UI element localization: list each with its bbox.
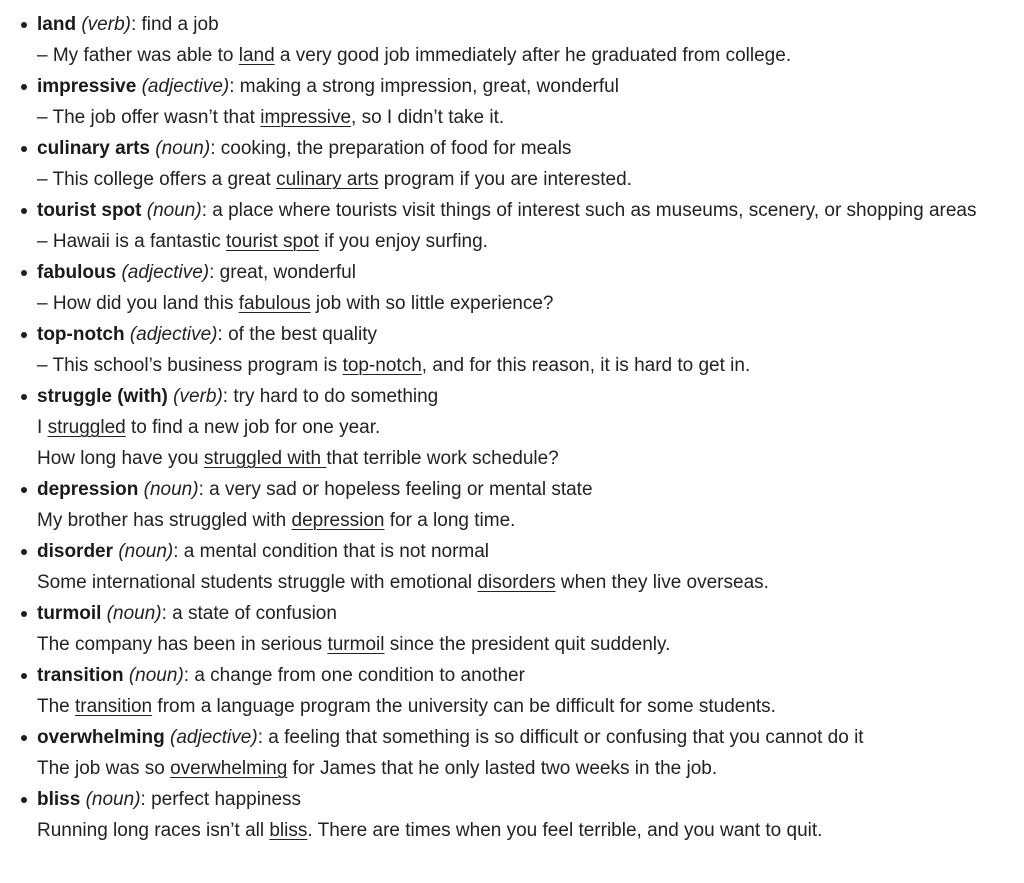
example-text: for a long time. xyxy=(384,510,516,531)
part-of-speech: (noun) xyxy=(155,138,211,159)
example-highlight: disorders xyxy=(477,572,556,593)
vocab-entry xyxy=(0,381,1024,474)
definition: : a state of confusion xyxy=(161,603,337,624)
bullet-icon xyxy=(21,270,27,276)
vocab-term: land xyxy=(37,14,77,35)
bullet-icon xyxy=(21,673,27,679)
part-of-speech: (verb) xyxy=(81,14,131,35)
example-text: . There are times when you feel terrible, and you want to quit. xyxy=(307,820,823,841)
bullet-icon xyxy=(21,394,27,400)
example-text: The company has been in serious xyxy=(37,634,328,655)
example-highlight: tourist spot xyxy=(226,231,319,252)
definition: : try hard to do something xyxy=(222,386,439,407)
example-sentence xyxy=(37,567,1010,598)
example-text: from a language program the university can be difficult for some students. xyxy=(152,696,776,717)
bullet-icon xyxy=(21,797,27,803)
vocab-term: transition xyxy=(37,665,124,686)
bullet-icon xyxy=(21,146,27,152)
example-text: The xyxy=(37,696,76,717)
example-sentence xyxy=(37,350,1010,381)
vocab-entry xyxy=(0,598,1024,660)
example-text: My brother has struggled with xyxy=(37,510,292,531)
vocab-term: impressive xyxy=(37,76,137,97)
vocab-entry xyxy=(0,9,1024,71)
part-of-speech: (noun) xyxy=(143,479,199,500)
example-text: The job was so xyxy=(37,758,171,779)
example-sentence xyxy=(37,288,1010,319)
vocab-term: turmoil xyxy=(37,603,102,624)
vocab-term: struggle (with) xyxy=(37,386,168,407)
bullet-icon xyxy=(21,549,27,555)
example-highlight: depression xyxy=(291,510,385,531)
vocab-entry xyxy=(0,319,1024,381)
example-text: – How did you land this xyxy=(37,293,239,314)
part-of-speech: (noun) xyxy=(106,603,162,624)
example-highlight: bliss xyxy=(269,820,308,841)
example-sentence xyxy=(37,815,1010,846)
example-text: I xyxy=(37,417,48,438)
example-text: to find a new job for one year. xyxy=(125,417,381,438)
definition: : great, wonderful xyxy=(209,262,356,283)
vocab-entry xyxy=(0,474,1024,536)
vocab-term: disorder xyxy=(37,541,114,562)
vocab-entry xyxy=(0,133,1024,195)
part-of-speech: (adjective) xyxy=(129,324,218,345)
vocab-entry xyxy=(0,784,1024,846)
vocab-term: fabulous xyxy=(37,262,117,283)
bullet-icon xyxy=(21,208,27,214)
definition: : a feeling that something is so difficult or confusing that you cannot do it xyxy=(257,727,864,748)
bullet-icon xyxy=(21,84,27,90)
example-text: since the president quit suddenly. xyxy=(384,634,671,655)
example-text: that terrible work schedule? xyxy=(326,448,559,469)
vocab-term: overwhelming xyxy=(37,727,165,748)
example-text: , so I didn’t take it. xyxy=(351,107,505,128)
example-sentence xyxy=(37,629,1010,660)
bullet-icon xyxy=(21,611,27,617)
vocab-term: culinary arts xyxy=(37,138,150,159)
vocab-entry xyxy=(0,660,1024,722)
vocab-term: tourist spot xyxy=(37,200,142,221)
bullet-icon xyxy=(21,735,27,741)
part-of-speech: (adjective) xyxy=(121,262,210,283)
definition: : cooking, the preparation of food for meals xyxy=(210,138,572,159)
example-sentence xyxy=(37,164,1010,195)
part-of-speech: (noun) xyxy=(128,665,184,686)
example-text: Running long races isn’t all xyxy=(37,820,270,841)
example-text: How long have you xyxy=(37,448,204,469)
part-of-speech: (adjective) xyxy=(170,727,258,748)
example-sentence xyxy=(37,412,1010,443)
example-highlight: struggled xyxy=(47,417,126,438)
example-highlight: impressive xyxy=(260,107,352,128)
example-highlight: top-notch xyxy=(342,355,422,376)
definition: : a very sad or hopeless feeling or mental state xyxy=(198,479,593,500)
example-sentence xyxy=(37,226,1010,257)
vocab-term: depression xyxy=(37,479,139,500)
example-text: – The job offer wasn’t that xyxy=(37,107,261,128)
example-text: program if you are interested. xyxy=(378,169,632,190)
example-sentence xyxy=(37,443,1010,474)
example-highlight: fabulous xyxy=(238,293,311,314)
example-text: when they live overseas. xyxy=(555,572,769,593)
example-highlight: turmoil xyxy=(327,634,385,655)
example-text: if you enjoy surfing. xyxy=(318,231,488,252)
part-of-speech: (noun) xyxy=(118,541,174,562)
example-highlight: land xyxy=(238,45,275,66)
example-sentence xyxy=(37,691,1010,722)
bullet-icon xyxy=(21,487,27,493)
definition: : of the best quality xyxy=(217,324,378,345)
part-of-speech: (noun) xyxy=(146,200,202,221)
example-text: , and for this reason, it is hard to get in. xyxy=(421,355,751,376)
example-text: Some international students struggle with emotional xyxy=(37,572,478,593)
bullet-icon xyxy=(21,22,27,28)
example-text: job with so little experience? xyxy=(310,293,554,314)
part-of-speech: (noun) xyxy=(85,789,141,810)
example-sentence xyxy=(37,505,1010,536)
example-sentence xyxy=(37,753,1010,784)
vocab-entry xyxy=(0,71,1024,133)
definition: : a place where tourists visit things of interest such as museums, scenery, or shopping areas xyxy=(201,200,977,221)
vocab-entry xyxy=(0,722,1024,784)
example-highlight: overwhelming xyxy=(170,758,288,779)
example-sentence xyxy=(37,102,1010,133)
definition: : perfect happiness xyxy=(140,789,302,810)
example-text: a very good job immediately after he graduated from college. xyxy=(274,45,792,66)
vocab-term: bliss xyxy=(37,789,81,810)
vocab-term: top-notch xyxy=(37,324,125,345)
definition: : making a strong impression, great, wonderful xyxy=(229,76,619,97)
definition: : a change from one condition to another xyxy=(183,665,525,686)
vocab-entry xyxy=(0,257,1024,319)
example-text: – Hawaii is a fantastic xyxy=(37,231,227,252)
part-of-speech: (adjective) xyxy=(141,76,230,97)
part-of-speech: (verb) xyxy=(173,386,223,407)
definition: : find a job xyxy=(130,14,219,35)
example-highlight: struggled with xyxy=(203,448,327,469)
vocab-entry xyxy=(0,195,1024,257)
example-highlight: transition xyxy=(75,696,153,717)
example-text: – My father was able to xyxy=(37,45,239,66)
bullet-icon xyxy=(21,332,27,338)
example-sentence xyxy=(37,40,1010,71)
definition: : a mental condition that is not normal xyxy=(173,541,490,562)
example-text: for James that he only lasted two weeks in the job. xyxy=(287,758,718,779)
example-text: – This school’s business program is xyxy=(37,355,343,376)
vocab-entry xyxy=(0,536,1024,598)
example-highlight: culinary arts xyxy=(276,169,379,190)
example-text: – This college offers a great xyxy=(37,169,277,190)
